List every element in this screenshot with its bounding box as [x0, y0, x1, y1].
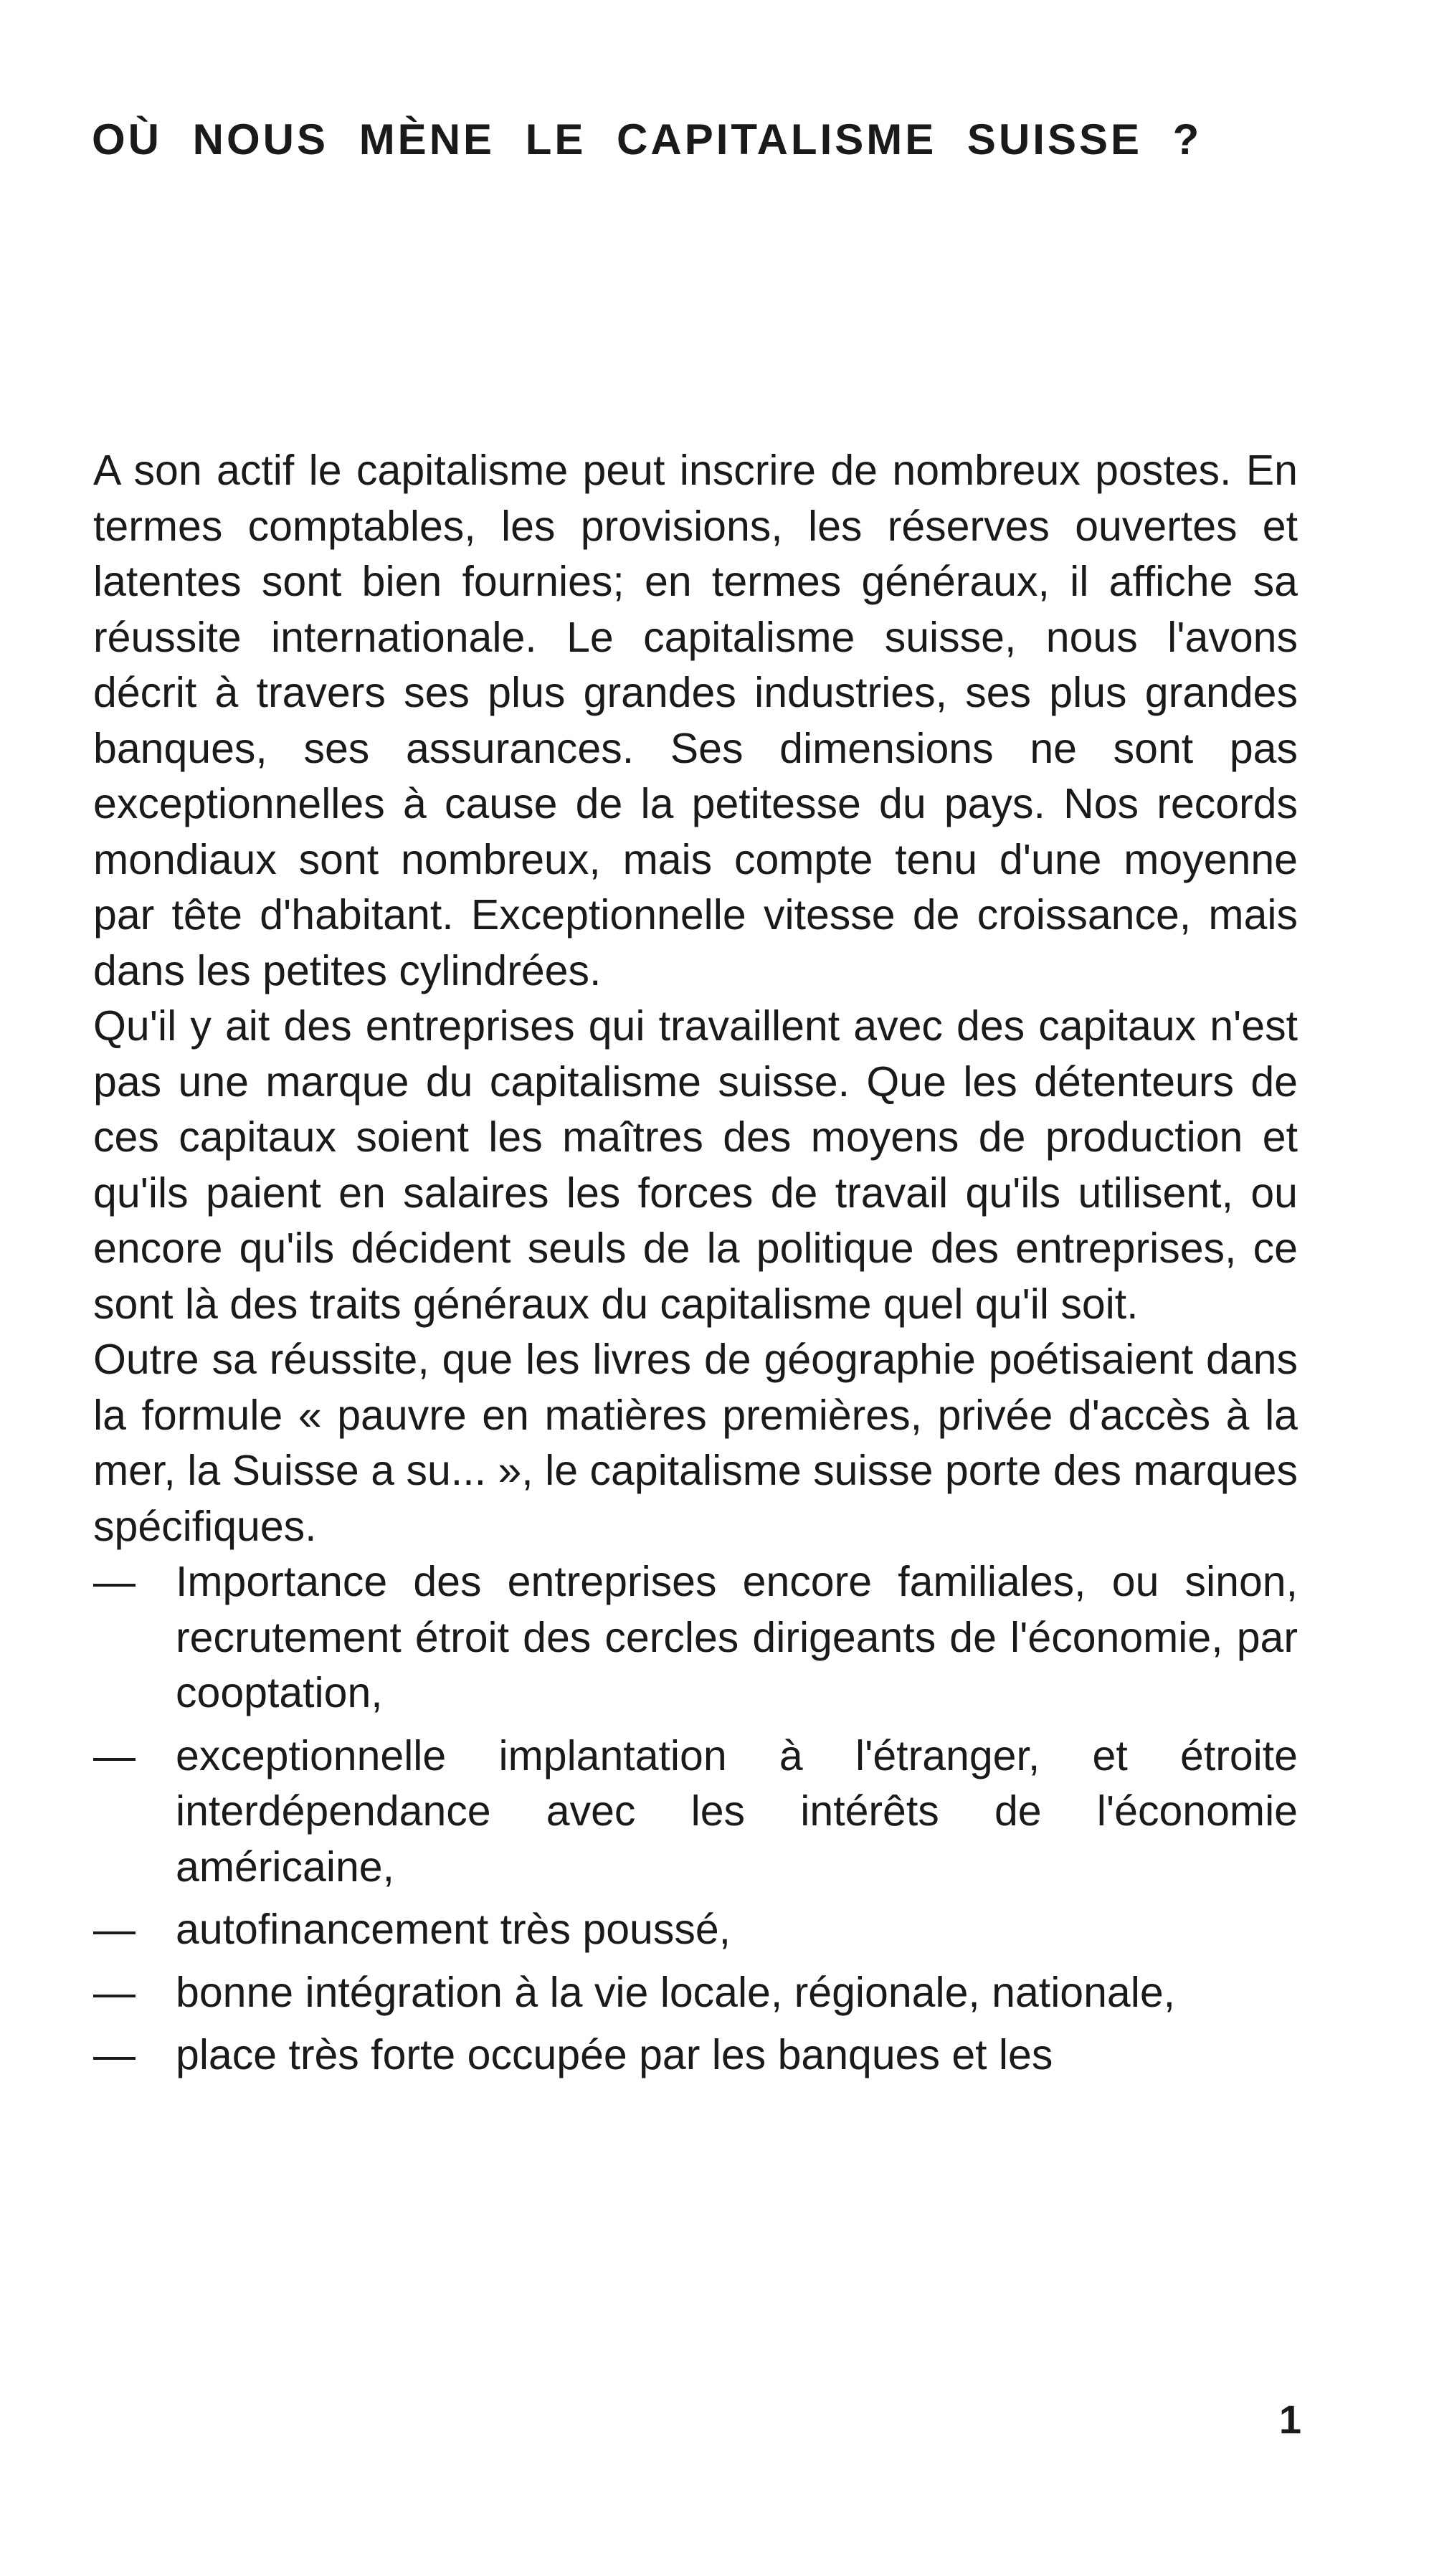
list-item-text: exceptionnelle implantation à l'étranger, et étroite interdépendance avec les intérêts de l'économie américaine, [176, 1731, 1298, 1891]
paragraph: A son actif le capitalisme peut inscrire de nombreux postes. En termes comptables, les provisions, les réserves ouvertes et latentes sont bien fournies; en termes généraux, il affiche sa réussite internationale. Le capitalisme suisse, nous l'avons décrit à travers ses plus grandes industries, ses plus grandes banques, ses assurances. Ses dimensions ne sont pas exceptionnelles à cause de la petitesse du pays. Nos records mondiaux sont nombreux, mais compte tenu d'une moyenne par tête d'habitant. Exceptionnelle vitesse de croissance, mais dans les petites cylindrées. [93, 447, 1298, 994]
paragraph: Qu'il y ait des entreprises qui travaillent avec des capitaux n'est pas une marque du capitalisme suisse. Que les détenteurs de ces capitaux soient les maîtres des moyens de production et qu'ils paient en salaires les forces de travail qu'ils utilisent, ou encore qu'ils décident seuls de la politique des entreprises, ce sont là des traits généraux du capitalisme quel qu'il soit. [93, 1002, 1298, 1328]
list-item-text: bonne intégration à la vie locale, régionale, nationale, [176, 1968, 1176, 2016]
dash-marker: — [93, 1558, 136, 1605]
dash-marker: — [93, 2031, 136, 2078]
list-item [93, 1965, 1298, 2021]
list-item [93, 1729, 1298, 1896]
list-item-text: Importance des entreprises encore familiales, ou sinon, recrutement étroit des cercles dirigeants de l'économie, par cooptation, [176, 1558, 1298, 1716]
list-item-text: place très forte occupée par les banques et les [176, 2031, 1053, 2078]
dash-marker: — [93, 1731, 136, 1779]
characteristics-list [93, 1554, 1298, 2083]
list-item [93, 1902, 1298, 1958]
paragraph: Outre sa réussite, que les livres de géographie poétisaient dans la formule « pauvre en matières premières, privée d'accès à la mer, la Suisse a su... », le capitalisme suisse porte des marques spécifiques. [93, 1336, 1298, 1550]
dash-marker: — [93, 1906, 136, 1953]
page-heading: OÙ NOUS MÈNE LE CAPITALISME SUISSE ? [92, 115, 1202, 163]
list-item [93, 2028, 1298, 2083]
dash-marker: — [93, 1968, 136, 2016]
list-item [93, 1554, 1298, 1721]
list-item-text: autofinancement très poussé, [176, 1906, 731, 1953]
body-text [93, 443, 1298, 2083]
page-number: 1 [1278, 2397, 1301, 2442]
